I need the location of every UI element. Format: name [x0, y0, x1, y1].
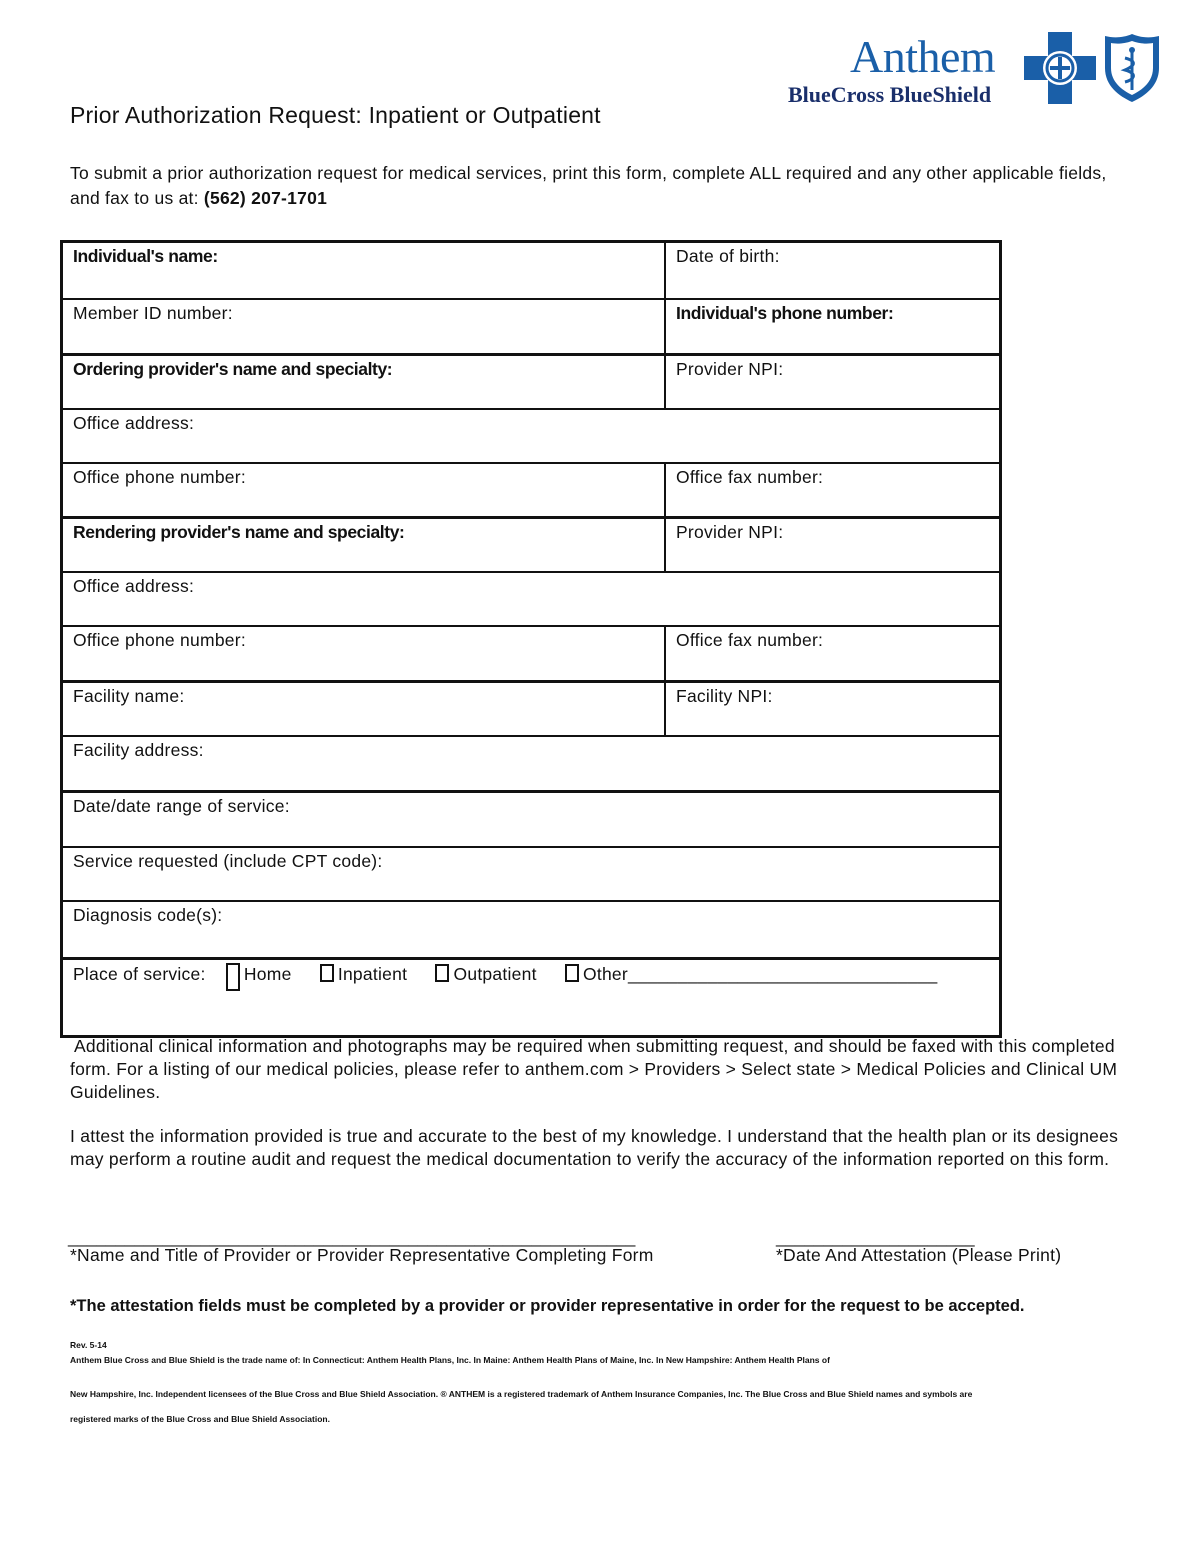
rendering-office-address-field[interactable] — [63, 573, 999, 625]
facility-npi-label: Facility NPI: — [676, 686, 773, 706]
logo-tagline: BlueCross BlueShield — [788, 82, 992, 107]
inpatient-option-label: Inpatient — [337, 964, 408, 984]
rendering-office-fax-label: Office fax number: — [676, 630, 824, 650]
fax-number: (562) 207-1701 — [203, 188, 328, 208]
form-row-facility-address — [63, 737, 999, 793]
facility-address-field[interactable] — [63, 737, 999, 790]
form-row-date-range — [63, 793, 999, 848]
attestation-notice: *The attestation fields must be completed by a provider or provider representative in order for the request to be accepted. — [70, 1297, 1025, 1315]
rendering-provider-field[interactable] — [63, 519, 664, 571]
intro-text — [70, 161, 1130, 211]
date-attestation-label: *Date And Attestation (Please Print) — [776, 1245, 1062, 1265]
attestation-text: I attest the information provided is true and accurate to the best of my knowledge. I understand that the health plan or its designees may perform a routine audit and request the medical documentation to verify the accuracy of the information reported on this form. — [70, 1126, 1119, 1169]
ordering-provider-label: Ordering provider's name and specialty: — [73, 359, 393, 379]
logo-brand: Anthem — [850, 31, 996, 82]
intro-body: To submit a prior authorization request for medical services, print this form, complete ALL required and any other applicable fields, and fax to us at: — [70, 163, 1107, 208]
ordering-office-address-field[interactable] — [63, 410, 999, 462]
facility-name-field[interactable] — [63, 683, 664, 735]
date-of-birth-field[interactable] — [664, 243, 999, 298]
form-row-service — [63, 848, 999, 902]
place-of-service-options — [73, 963, 937, 991]
ordering-office-fax-field[interactable] — [664, 464, 999, 516]
ordering-provider-field[interactable] — [63, 356, 664, 408]
place-of-service-label: Place of service: — [73, 964, 206, 984]
diagnosis-codes-field[interactable] — [63, 902, 999, 957]
rendering-npi-label: Provider NPI: — [676, 522, 784, 542]
footer-line-1: Anthem Blue Cross and Blue Shield is the trade name of: In Connecticut: Anthem Health Plans, Inc. In Maine: Anthem Health Plans of Maine, Inc. In New Hampshire: Anthem Health Plans of — [70, 1355, 830, 1365]
individual-name-field[interactable] — [63, 243, 664, 298]
place-of-service-field — [63, 960, 999, 1035]
form-row-ordering-provider — [63, 356, 999, 410]
diagnosis-codes-label: Diagnosis code(s): — [73, 905, 223, 925]
form-row-diagnosis — [63, 902, 999, 960]
member-id-label: Member ID number: — [73, 303, 233, 323]
ordering-office-phone-label: Office phone number: — [73, 467, 246, 487]
form-row-rendering-contact — [63, 627, 999, 683]
form-row-ordering-contact — [63, 464, 999, 519]
form-row-individual — [63, 243, 999, 300]
form-row-ordering-address — [63, 410, 999, 464]
footer-line-3: registered marks of the Blue Cross and Blue Shield Association. — [70, 1414, 330, 1424]
blue-shield-icon — [1103, 32, 1161, 104]
blue-cross-icon — [1024, 32, 1096, 104]
outpatient-checkbox[interactable] — [435, 964, 449, 982]
date-attestation-line[interactable]: _____________________ — [776, 1228, 975, 1247]
form-row-facility — [63, 683, 999, 737]
footer-line-2: New Hampshire, Inc. Independent licensees of the Blue Cross and Blue Shield Association. ® ANTHEM is a registered trademark of Anthem Insurance Companies, Inc. The Blue Cross and Blue Shield names and symbols are — [70, 1389, 973, 1399]
ordering-office-phone-field[interactable] — [63, 464, 664, 516]
outpatient-option-label: Outpatient — [453, 964, 537, 984]
rendering-npi-field[interactable] — [664, 519, 999, 571]
form-row-place-of-service — [63, 960, 999, 1035]
date-of-birth-label: Date of birth: — [676, 246, 780, 266]
service-requested-label: Service requested (include CPT code): — [73, 851, 383, 871]
form-row-member — [63, 300, 999, 356]
rendering-office-phone-field[interactable] — [63, 627, 664, 680]
provider-signature-label: *Name and Title of Provider or Provider Representative Completing Form — [70, 1245, 654, 1265]
individual-name-label: Individual's name: — [73, 246, 218, 266]
date-range-label: Date/date range of service: — [73, 796, 290, 816]
facility-npi-field[interactable] — [664, 683, 999, 735]
other-option-label: Other — [582, 964, 628, 984]
rendering-office-phone-label: Office phone number: — [73, 630, 246, 650]
revision-note: Rev. 5-14 — [70, 1340, 107, 1350]
rendering-office-fax-field[interactable] — [664, 627, 999, 680]
rendering-provider-label: Rendering provider's name and specialty: — [73, 522, 405, 542]
form-row-rendering-address — [63, 573, 999, 627]
page-title: Prior Authorization Request: Inpatient or Outpatient — [70, 102, 601, 128]
service-requested-field[interactable] — [63, 848, 999, 900]
home-checkbox[interactable] — [226, 963, 240, 991]
ordering-npi-label: Provider NPI: — [676, 359, 784, 379]
member-id-field[interactable] — [63, 300, 664, 353]
ordering-npi-field[interactable] — [664, 356, 999, 408]
ordering-office-fax-label: Office fax number: — [676, 467, 824, 487]
individual-phone-label: Individual's phone number: — [676, 303, 894, 323]
other-checkbox[interactable] — [565, 964, 579, 982]
anthem-logo — [788, 30, 1163, 110]
date-range-field[interactable] — [63, 793, 999, 846]
form-row-rendering-provider — [63, 519, 999, 573]
other-specify-line[interactable]: _______________________________ — [628, 964, 938, 984]
rendering-office-address-label: Office address: — [73, 576, 195, 596]
additional-info-text: Additional clinical information and photographs may be required when submitting request, and should be faxed with this completed form. For a listing of our medical policies, please refer to anthem.com > Providers > Select state > Medical Policies and Clinical UM Guidelines. — [70, 1036, 1118, 1102]
inpatient-checkbox[interactable] — [320, 964, 334, 982]
facility-name-label: Facility name: — [73, 686, 185, 706]
provider-signature-line[interactable]: ____________________________________________________________ — [68, 1228, 636, 1247]
facility-address-label: Facility address: — [73, 740, 204, 760]
individual-phone-field[interactable] — [664, 300, 999, 353]
home-option-label: Home — [243, 964, 292, 984]
ordering-office-address-label: Office address: — [73, 413, 195, 433]
authorization-form — [60, 240, 1002, 1038]
